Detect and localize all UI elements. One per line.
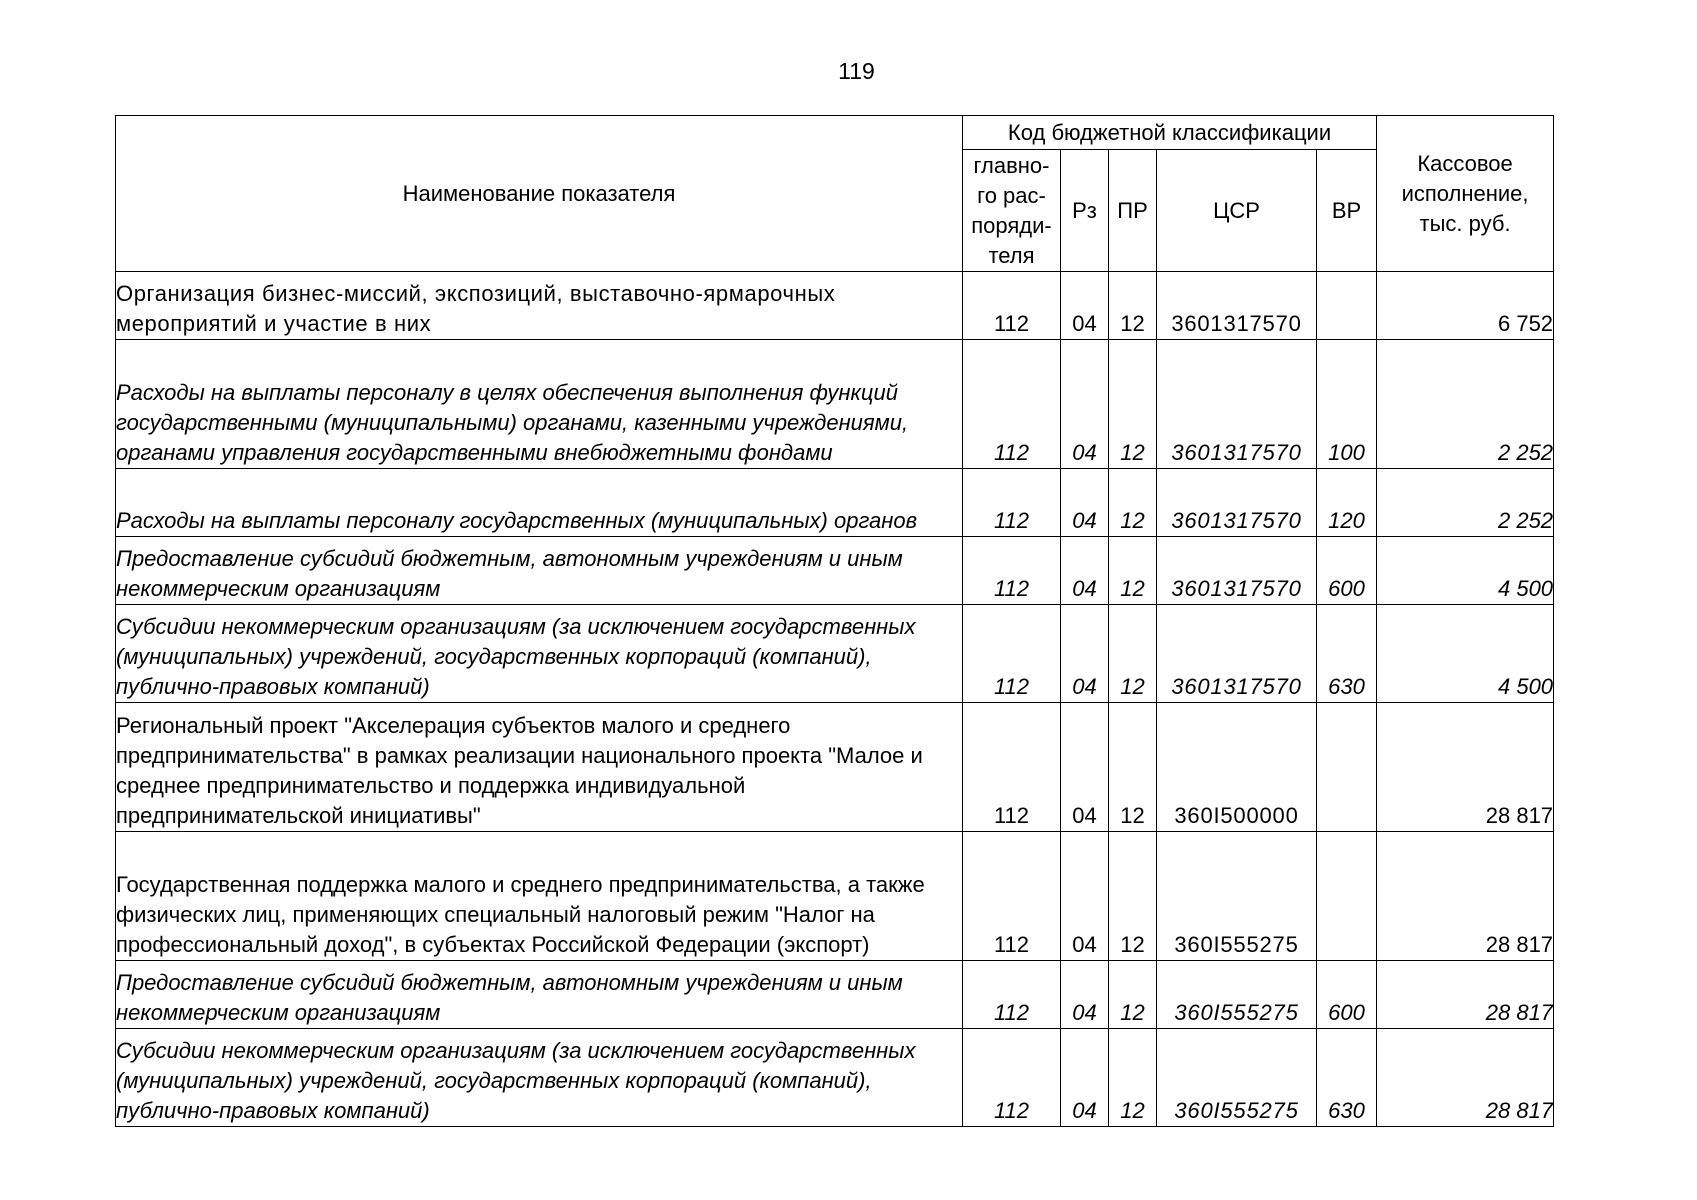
row-amount: 2 252 bbox=[1377, 469, 1554, 537]
row-name: Субсидии некоммерческим организациям (за исключением государственных (муниципальных) учреждений, государственных корпораций (компаний), публично-правовых компаний) bbox=[116, 1029, 963, 1127]
row-csr: 360I500000 bbox=[1157, 703, 1317, 832]
row-amount: 4 500 bbox=[1377, 605, 1554, 703]
row-amount: 2 252 bbox=[1377, 340, 1554, 469]
row-name: Расходы на выплаты персоналу в целях обеспечения выполнения функций государственными (муниципальными) органами, казенными учреждениями, органами управления государственными внебюджетными фондами bbox=[116, 340, 963, 469]
row-amount: 4 500 bbox=[1377, 537, 1554, 605]
header-code-group: Код бюджетной классификации bbox=[963, 116, 1377, 150]
row-vr: 600 bbox=[1317, 961, 1377, 1029]
row-rz: 04 bbox=[1061, 961, 1109, 1029]
row-csr: 3601317570 bbox=[1157, 537, 1317, 605]
header-rz: Рз bbox=[1061, 150, 1109, 272]
row-vr bbox=[1317, 832, 1377, 961]
row-vr: 630 bbox=[1317, 605, 1377, 703]
row-pr: 12 bbox=[1109, 703, 1157, 832]
row-rz: 04 bbox=[1061, 605, 1109, 703]
row-vr bbox=[1317, 272, 1377, 340]
row-rz: 04 bbox=[1061, 537, 1109, 605]
table-row bbox=[116, 961, 1554, 1029]
table-row bbox=[116, 703, 1554, 832]
row-name: Предоставление субсидий бюджетным, автономным учреждениям и иным некоммерческим организациям bbox=[116, 537, 963, 605]
header-gr: главно-го рас-поряди-теля bbox=[963, 150, 1061, 272]
row-csr: 360I555275 bbox=[1157, 832, 1317, 961]
row-name: Расходы на выплаты персоналу государственных (муниципальных) органов bbox=[116, 469, 963, 537]
row-vr: 120 bbox=[1317, 469, 1377, 537]
row-amount: 6 752 bbox=[1377, 272, 1554, 340]
row-pr: 12 bbox=[1109, 605, 1157, 703]
table-row bbox=[116, 272, 1554, 340]
row-csr: 3601317570 bbox=[1157, 340, 1317, 469]
row-pr: 12 bbox=[1109, 340, 1157, 469]
row-rz: 04 bbox=[1061, 340, 1109, 469]
table-row bbox=[116, 340, 1554, 469]
row-gr: 112 bbox=[963, 272, 1061, 340]
row-gr: 112 bbox=[963, 1029, 1061, 1127]
row-csr: 360I555275 bbox=[1157, 961, 1317, 1029]
row-name: Предоставление субсидий бюджетным, автономным учреждениям и иным некоммерческим организациям bbox=[116, 961, 963, 1029]
row-rz: 04 bbox=[1061, 703, 1109, 832]
row-csr: 3601317570 bbox=[1157, 605, 1317, 703]
header-name: Наименование показателя bbox=[116, 116, 963, 272]
header-amount: Кассовое исполнение, тыс. руб. bbox=[1377, 116, 1554, 272]
row-rz: 04 bbox=[1061, 469, 1109, 537]
row-name: Субсидии некоммерческим организациям (за исключением государственных (муниципальных) учреждений, государственных корпораций (компаний), публично-правовых компаний) bbox=[116, 605, 963, 703]
row-name: Организация бизнес-миссий, экспозиций, выставочно-ярмарочных мероприятий и участие в них bbox=[116, 272, 963, 340]
row-pr: 12 bbox=[1109, 832, 1157, 961]
row-vr bbox=[1317, 703, 1377, 832]
row-csr: 360I555275 bbox=[1157, 1029, 1317, 1127]
row-gr: 112 bbox=[963, 605, 1061, 703]
row-rz: 04 bbox=[1061, 1029, 1109, 1127]
row-vr: 600 bbox=[1317, 537, 1377, 605]
row-gr: 112 bbox=[963, 537, 1061, 605]
row-amount: 28 817 bbox=[1377, 832, 1554, 961]
row-name: Государственная поддержка малого и среднего предпринимательства, а также физических лиц, применяющих специальный налоговый режим "Налог на профессиональный доход", в субъектах Российской Федерации (экспорт) bbox=[116, 832, 963, 961]
row-pr: 12 bbox=[1109, 537, 1157, 605]
row-name: Региональный проект "Акселерация субъектов малого и среднего предпринимательства" в рамках реализации национального проекта "Малое и среднее предпринимательство и поддержка индивидуальной предпринимательской инициативы" bbox=[116, 703, 963, 832]
row-amount: 28 817 bbox=[1377, 703, 1554, 832]
row-vr: 100 bbox=[1317, 340, 1377, 469]
row-pr: 12 bbox=[1109, 272, 1157, 340]
row-gr: 112 bbox=[963, 703, 1061, 832]
row-amount: 28 817 bbox=[1377, 1029, 1554, 1127]
row-rz: 04 bbox=[1061, 272, 1109, 340]
row-amount: 28 817 bbox=[1377, 961, 1554, 1029]
page-number: 119 bbox=[838, 58, 875, 84]
row-pr: 12 bbox=[1109, 469, 1157, 537]
row-gr: 112 bbox=[963, 961, 1061, 1029]
header-pr: ПР bbox=[1109, 150, 1157, 272]
table-row bbox=[116, 832, 1554, 961]
table-row bbox=[116, 1029, 1554, 1127]
budget-table bbox=[115, 115, 1554, 1127]
row-vr: 630 bbox=[1317, 1029, 1377, 1127]
table-row bbox=[116, 537, 1554, 605]
row-gr: 112 bbox=[963, 832, 1061, 961]
header-csr: ЦСР bbox=[1157, 150, 1317, 272]
row-gr: 112 bbox=[963, 469, 1061, 537]
table-body bbox=[116, 272, 1554, 1127]
header-vr: ВР bbox=[1317, 150, 1377, 272]
row-pr: 12 bbox=[1109, 1029, 1157, 1127]
row-gr: 112 bbox=[963, 340, 1061, 469]
row-pr: 12 bbox=[1109, 961, 1157, 1029]
row-csr: 3601317570 bbox=[1157, 469, 1317, 537]
table-row bbox=[116, 605, 1554, 703]
row-rz: 04 bbox=[1061, 832, 1109, 961]
row-csr: 3601317570 bbox=[1157, 272, 1317, 340]
table-row bbox=[116, 469, 1554, 537]
